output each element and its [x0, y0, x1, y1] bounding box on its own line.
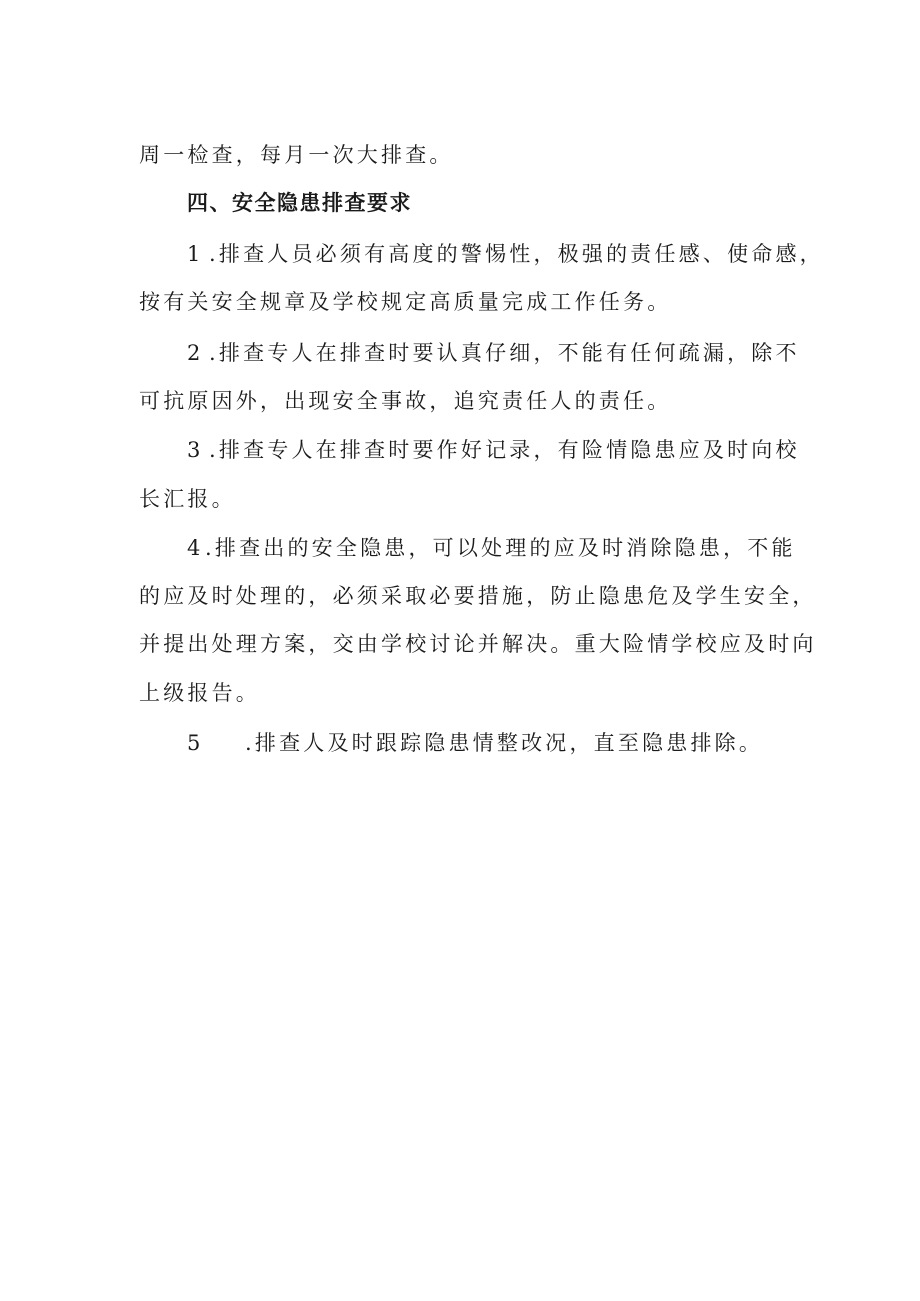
list-item-4-line-1 — [187, 534, 796, 562]
item-text: .排查人员必须有高度的警惕性，极强的责任感、使命感， — [209, 242, 824, 266]
list-item-2-line-2: 可抗原因外，出现安全事故，追究责任人的责任。 — [139, 389, 672, 413]
section-heading: 四、安全隐患排查要求 — [187, 191, 412, 215]
item-text: .排查出的安全隐患，可以处理的应及时消除隐患，不能 — [205, 536, 796, 560]
list-item-4-line-4: 上级报告。 — [139, 681, 260, 705]
item-text: .排查人及时跟踪隐患情整改况，直至隐患排除。 — [245, 731, 764, 755]
item-number: 3 — [187, 438, 201, 462]
item-number: 1 — [187, 242, 201, 266]
item-number: 2 — [187, 341, 201, 365]
item-number: 4 — [187, 536, 201, 560]
list-item-4-line-3: 并提出处理方案，交由学校讨论并解决。重大险情学校应及时向 — [139, 632, 817, 656]
list-item-3-line-2: 长汇报。 — [139, 487, 236, 511]
list-item-5-line-1 — [187, 729, 763, 757]
continuation-text: 周一检查，每月一次大排查。 — [139, 143, 454, 167]
list-item-1-line-2: 按有关安全规章及学校规定高质量完成工作任务。 — [139, 290, 672, 314]
item-text: .排查专人在排查时要作好记录，有险情隐患应及时向校 — [209, 438, 800, 462]
list-item-4-line-2: 的应及时处理的，必须采取必要措施，防止隐患危及学生安全， — [139, 584, 817, 608]
list-item-2-line-1 — [187, 339, 800, 367]
list-item-3-line-1 — [187, 436, 800, 464]
list-item-1-line-1 — [187, 240, 824, 268]
item-number: 5 — [187, 731, 201, 755]
item-text: .排查专人在排查时要认真仔细，不能有任何疏漏，除不 — [209, 341, 800, 365]
